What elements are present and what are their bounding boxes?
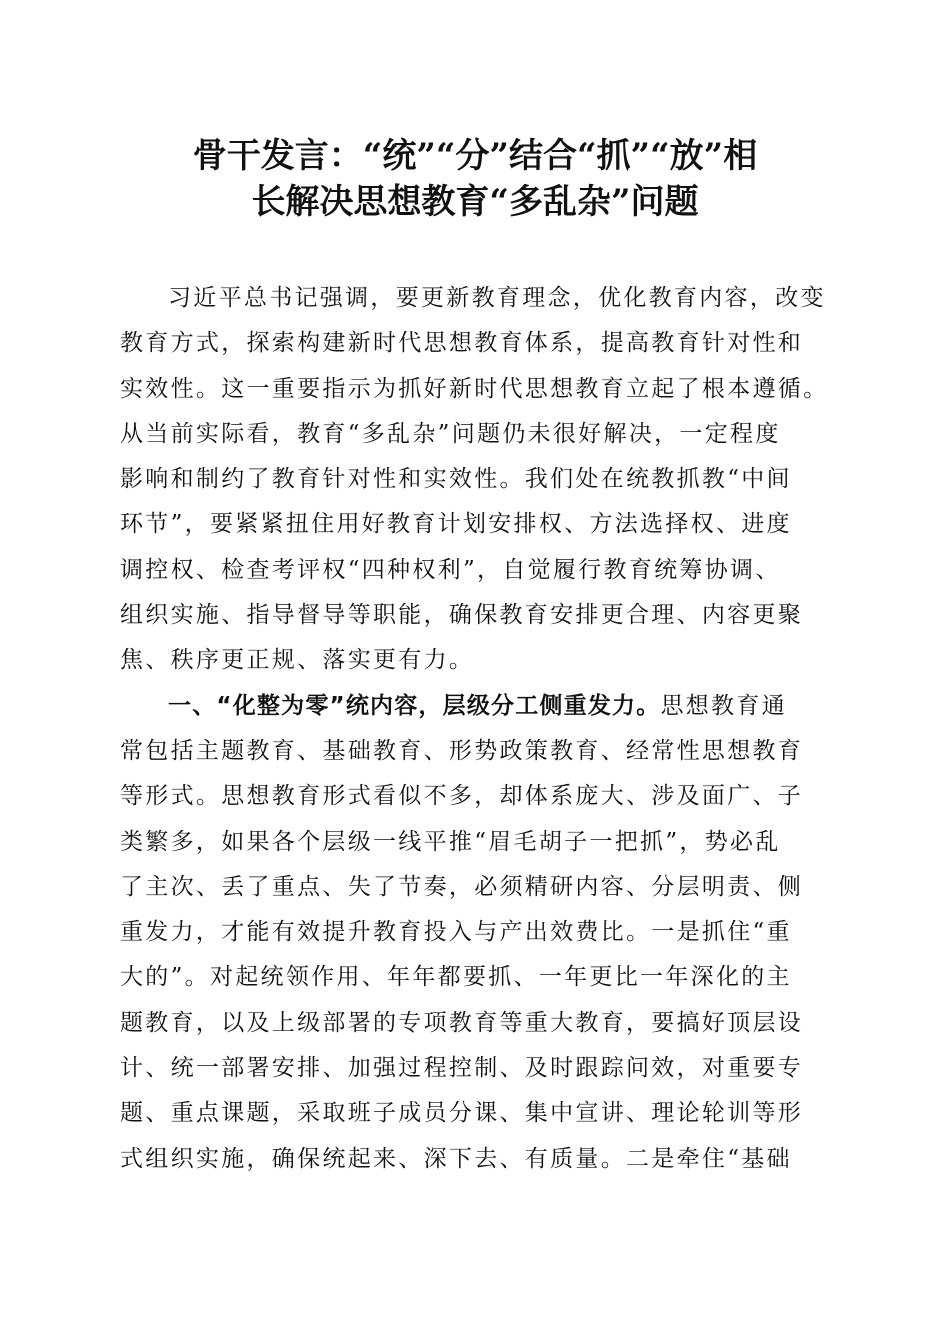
paragraph-line: 类繁多，如果各个层级一线平推“眉毛胡子一把抓”，势必乱 [120,828,781,855]
paragraph-line: 组织实施、指导督导等职能，确保教育安排更合理、内容更聚 [120,602,804,629]
paragraph-line: 从当前实际看，教育“多乱杂”问题仍未很好解决，一定程度 [120,420,781,447]
paragraph-line: 计、统一部署安排、加强过程控制、及时跟踪问效，对重要专 [120,1055,804,1082]
paragraph-line: 重发力，才能有效提升教育投入与产出效费比。一是抓住“重 [120,919,792,946]
paragraph-line: 影响和制约了教育针对性和实效性。我们处在统教抓教“中间 [120,466,792,493]
section-heading: 一、“化整为零”统内容，层级分工侧重发力。 [168,692,661,719]
paragraph-line: 题、重点课题，采取班子成员分课、集中宣讲、理论轮训等形 [120,1100,804,1127]
paragraph-line: 等形式。思想教育形式看似不多，却体系庞大、涉及面广、子 [120,783,804,810]
section-heading-continuation: 思想教育通 [660,692,787,719]
paragraph-line: 环节”，要紧紧扭住用好教育计划安排权、方法选择权、进度 [120,511,792,538]
paragraph-line: 常包括主题教育、基础教育、形势政策教育、经常性思想教育 [120,737,804,764]
paragraph-line: 焦、秩序更正规、落实更有力。 [120,647,475,674]
title-line: 骨干发言：“统”“分”结合“抓”“放”相 [192,136,758,176]
paragraph-line: 了主次、丢了重点、失了节奏，必须精研内容、分层明责、侧 [120,873,804,900]
paragraph-line: 调控权、检查考评权“四种权利”，自觉履行教育统筹协调、 [120,556,781,583]
paragraph-line: 教育方式，探索构建新时代思想教育体系，提高教育针对性和 [120,330,804,357]
title-line: 长解决思想教育“多乱杂”问题 [251,182,699,222]
paragraph-line: 大的”。对起统领作用、年年都要抓、一年更比一年深化的主 [120,964,792,991]
document-title [100,133,850,225]
paragraph-line: 式组织实施，确保统起来、深下去、有质量。二是牵住“基础 [120,1145,792,1172]
paragraph-line: 习近平总书记强调，要更新教育理念，优化教育内容，改变 [168,285,826,311]
section-one [120,684,840,1182]
paragraph-line: 实效性。这一重要指示为抓好新时代思想教育立起了根本遵循。 [120,375,829,402]
paragraph-line: 题教育，以及上级部署的专项教育等重大教育，要搞好顶层设 [120,1009,804,1036]
document-body [120,276,840,1182]
section-first-line [120,684,840,729]
paragraph-intro [120,276,840,684]
